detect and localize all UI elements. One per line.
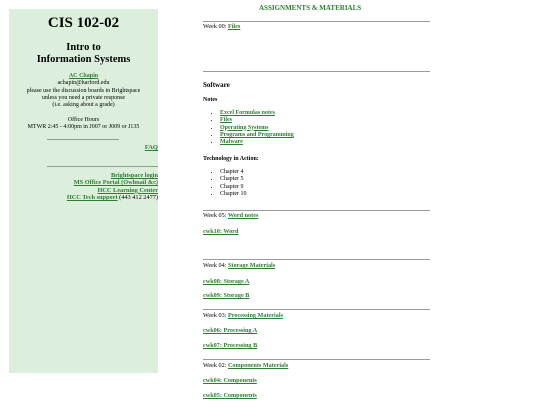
- chapter-item: • Chapter 5: [220, 176, 247, 183]
- course-name-line-2: Information Systems: [36, 54, 131, 65]
- operating-systems-link[interactable]: Operating Systems: [220, 124, 269, 131]
- tech-support-phone: (443 412 2477): [117, 194, 158, 202]
- week-05-row: [203, 212, 258, 219]
- malware-link[interactable]: Malware: [220, 139, 243, 146]
- week-02-row: [203, 362, 288, 369]
- divider: [203, 359, 430, 360]
- office-hours: [9, 117, 158, 132]
- instructor-name-link[interactable]: AC Chapin: [68, 73, 99, 79]
- sidebar: [9, 9, 158, 373]
- week-03-processing-materials-link[interactable]: Processing Materials: [227, 312, 283, 319]
- cwk04-components-link[interactable]: cwk04: Components: [203, 377, 257, 384]
- notes-list: [209, 110, 294, 146]
- course-name: [9, 42, 158, 66]
- course-name-line-1: Intro to: [66, 42, 101, 53]
- list-item: [220, 117, 294, 124]
- week-00-row: [203, 23, 240, 30]
- office-hours-title: Office Hours: [67, 117, 100, 123]
- tech-support-link[interactable]: HCC Tech support: [66, 194, 118, 202]
- week-05-word-notes-link[interactable]: Word notes: [227, 212, 259, 219]
- chapters-list: [209, 169, 247, 198]
- brightspace-login-link[interactable]: Brightspace login: [110, 172, 158, 179]
- files-notes-link[interactable]: Files: [220, 117, 232, 124]
- learning-center-link[interactable]: HCC Learning Center: [97, 186, 158, 194]
- cwk05-components-link[interactable]: cwk05: Components: [203, 392, 257, 399]
- ms-office-portal-link[interactable]: MS Office Portal (Owlmail &c): [73, 179, 158, 187]
- chapter-item: • Chapter 10: [220, 191, 247, 198]
- software-title: Software: [203, 81, 230, 89]
- divider: [203, 309, 430, 310]
- instructor-block: [9, 73, 158, 109]
- faq-link[interactable]: FAQ: [144, 144, 158, 151]
- list-item: [220, 110, 294, 117]
- contact-note-3: (i.e. asking about a grade): [52, 102, 115, 109]
- list-item: [220, 139, 294, 146]
- chapter-item: • Chapter 4: [220, 169, 247, 176]
- divider: [47, 139, 119, 140]
- cwk06-processing-a-link[interactable]: cwk06: Processing A: [203, 327, 258, 334]
- chapter-item: • Chapter 9: [220, 184, 247, 191]
- course-code: CIS 102-02: [47, 15, 120, 31]
- cwk07-processing-b-link[interactable]: cwk07: Processing B: [203, 342, 258, 349]
- week-00-label: Week 00:: [203, 23, 228, 30]
- instructor-email: achapin@harford.edu: [57, 80, 110, 87]
- office-hours-detail: MTWR 2:45 - 4:00pm in J007 or J009 or J135: [27, 124, 140, 131]
- divider: [203, 259, 430, 260]
- divider: [203, 71, 430, 72]
- week-03-label: Week 03:: [203, 312, 228, 319]
- week-00-files-link[interactable]: Files: [227, 23, 241, 30]
- list-item: [220, 132, 294, 139]
- cwk10-word-link[interactable]: cwk10: Word: [203, 228, 239, 235]
- week-02-components-materials-link[interactable]: Components Materials: [227, 362, 289, 369]
- page-title: ASSIGNMENTS & MATERIALS: [259, 4, 362, 12]
- sidebar-links: [67, 172, 158, 202]
- week-04-label: Week 04:: [203, 262, 228, 269]
- divider: [203, 210, 430, 211]
- contact-note-1: please use the discussion boards in Brightspace: [26, 87, 141, 94]
- excel-formulas-notes-link[interactable]: Excel Formulas notes: [220, 110, 275, 116]
- cwk08-storage-a-link[interactable]: cwk08: Storage A: [203, 278, 250, 285]
- week-03-row: [203, 312, 283, 319]
- technology-in-action-title: Technology in Action:: [203, 156, 259, 162]
- notes-title: Notes: [203, 97, 218, 103]
- contact-note-2: unless you need a private response: [41, 94, 126, 101]
- programs-and-programming-link[interactable]: Programs and Programming: [220, 131, 294, 138]
- divider: [203, 21, 430, 22]
- week-02-label: Week 02:: [203, 362, 228, 369]
- list-item: [220, 125, 294, 132]
- week-04-storage-materials-link[interactable]: Storage Materials: [227, 262, 276, 269]
- week-04-row: [203, 262, 275, 269]
- divider: [47, 166, 158, 167]
- cwk09-storage-b-link[interactable]: cwk09: Storage B: [203, 292, 250, 299]
- week-05-label: Week 05:: [203, 212, 228, 219]
